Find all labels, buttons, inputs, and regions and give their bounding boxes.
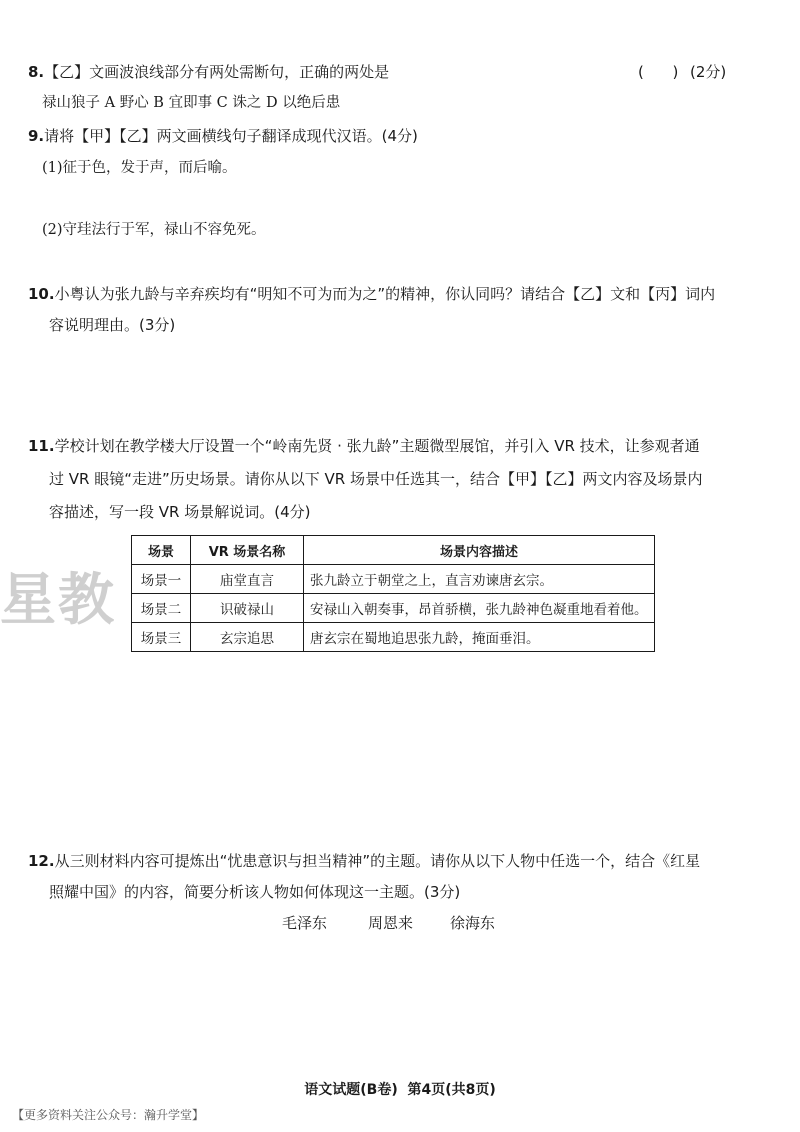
table-cell-description: 张九龄立于朝堂之上，直言劝谏唐玄宗。 xyxy=(304,565,655,594)
table-cell-vr-name: 庙堂直言 xyxy=(191,565,304,594)
table-cell-vr-name: 玄宗追思 xyxy=(191,623,304,652)
table-header-description: 场景内容描述 xyxy=(304,536,655,565)
q8-score: (2分) xyxy=(690,63,727,81)
table-header-vr-name: VR 场景名称 xyxy=(191,536,304,565)
q11-number: 11. xyxy=(28,437,55,455)
table-cell-scene: 场景三 xyxy=(132,623,191,652)
q8-answer-bracket: ( ) xyxy=(638,63,679,81)
q11-text: 学校计划在教学楼大厅设置一个“岭南先贤 · 张九龄”主题微型展馆，并引入 VR 技术，让参观者通 xyxy=(54,437,700,455)
source-note: 【更多资料关注公众号：瀚升学堂】 xyxy=(12,1108,205,1122)
table-row xyxy=(132,623,655,652)
q9-text: 请将【甲】【乙】两文画横线句子翻译成现代汉语。(4分) xyxy=(44,127,418,145)
q10-text: 小粤认为张九龄与辛弃疾均有“明知不可为而为之”的精神，你认同吗？请结合【乙】文和【丙】词内 xyxy=(54,285,716,303)
q8-text: 【乙】文画波浪线部分有两处需断句，正确的两处是 xyxy=(44,63,390,81)
table-cell-description: 唐玄宗在蜀地追思张九龄，掩面垂泪。 xyxy=(304,623,655,652)
table-cell-description: 安禄山入朝奏事，昂首骄横，张九龄神色凝重地看着他。 xyxy=(304,594,655,623)
watermark-text: 星教 xyxy=(0,568,116,633)
q9-sub1: (1)征于色，发于声，而后喻。 xyxy=(42,160,237,176)
q8-stem xyxy=(28,62,389,82)
q11-line3: 容描述，写一段 VR 场景解说词。(4分) xyxy=(49,503,311,521)
q12-number: 12. xyxy=(28,852,55,870)
table-cell-scene: 场景一 xyxy=(132,565,191,594)
q12-person-3: 徐海东 xyxy=(450,914,496,932)
q10-line2: 容说明理由。(3分) xyxy=(49,316,176,334)
page-footer: 语文试题(B卷) 第4页(共8页) xyxy=(304,1082,496,1098)
q10-line1 xyxy=(28,284,715,304)
q8-number: 8. xyxy=(28,63,45,81)
vr-scene-table xyxy=(131,535,655,652)
q10-number: 10. xyxy=(28,285,55,303)
q12-line2: 照耀中国》的内容，简要分析该人物如何体现这一主题。(3分) xyxy=(49,883,461,901)
table-cell-vr-name: 识破禄山 xyxy=(191,594,304,623)
q12-text: 从三则材料内容可提炼出“忧患意识与担当精神”的主题。请你从以下人物中任选一个，结合《红星 xyxy=(54,852,701,870)
q9-stem xyxy=(28,126,418,146)
table-header-row xyxy=(132,536,655,565)
q9-number: 9. xyxy=(28,127,45,145)
q8-options: 禄山狼子 A 野心 B 宜即事 C 诛之 D 以绝后患 xyxy=(42,95,341,111)
table-row xyxy=(132,594,655,623)
q11-line1 xyxy=(28,436,700,456)
q11-line2: 过 VR 眼镜“走进”历史场景。请你从以下 VR 场景中任选其一，结合【甲】【乙】两文内容及场景内 xyxy=(49,470,703,488)
table-row xyxy=(132,565,655,594)
q12-person-2: 周恩来 xyxy=(368,914,414,932)
q12-line1 xyxy=(28,851,700,871)
table-header-scene: 场景 xyxy=(132,536,191,565)
table-cell-scene: 场景二 xyxy=(132,594,191,623)
q12-person-1: 毛泽东 xyxy=(282,914,328,932)
q9-sub2: (2)守珪法行于军，禄山不容免死。 xyxy=(42,222,266,238)
